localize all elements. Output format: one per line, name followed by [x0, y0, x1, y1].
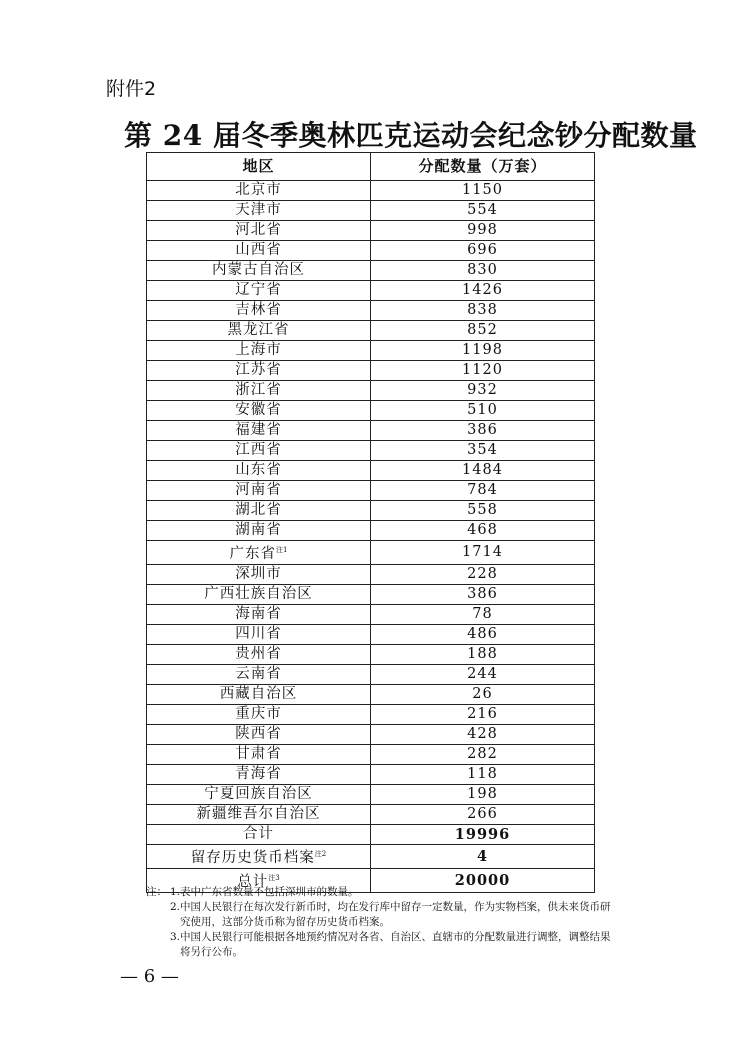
- region-cell: [147, 765, 371, 785]
- quantity-cell: 266: [371, 805, 595, 825]
- region-name: 宁夏回族自治区: [204, 786, 313, 802]
- table-row: [147, 521, 595, 541]
- table-row: [147, 725, 595, 745]
- footnote-text: 中国人民银行可能根据各地预约情况对各省、自治区、直辖市的分配数量进行调整，调整结果将另行公布。: [180, 931, 611, 958]
- region-cell: [147, 845, 371, 869]
- region-name: 福建省: [235, 422, 282, 438]
- region-cell: [147, 585, 371, 605]
- table-row: [147, 765, 595, 785]
- table-row: [147, 565, 595, 585]
- quantity-cell: 228: [371, 565, 595, 585]
- footnote-marker: 注1: [276, 546, 288, 554]
- region-cell: [147, 261, 371, 281]
- region-cell: [147, 321, 371, 341]
- table-row: [147, 421, 595, 441]
- region-cell: [147, 361, 371, 381]
- region-name: 甘肃省: [235, 746, 282, 762]
- quantity-cell: 784: [371, 481, 595, 501]
- region-name: 青海省: [235, 766, 282, 782]
- distribution-table: [146, 152, 595, 893]
- quantity-cell: 19996: [371, 825, 595, 845]
- region-cell: [147, 645, 371, 665]
- footnote-3: [146, 930, 616, 960]
- quantity-cell: 4: [371, 845, 595, 869]
- region-name: 云南省: [235, 666, 282, 682]
- quantity-cell: 78: [371, 605, 595, 625]
- region-name: 吉林省: [235, 302, 282, 318]
- table-row: [147, 705, 595, 725]
- footnote-number: 1.: [170, 886, 181, 898]
- region-cell: [147, 461, 371, 481]
- table-row: [147, 501, 595, 521]
- table-row: [147, 201, 595, 221]
- footnote-number: 3.: [170, 931, 181, 943]
- region-cell: [147, 705, 371, 725]
- table-row: [147, 665, 595, 685]
- quantity-cell: 386: [371, 421, 595, 441]
- region-cell: [147, 201, 371, 221]
- table-row: [147, 605, 595, 625]
- column-header-quantity: 分配数量（万套）: [371, 153, 595, 181]
- quantity-cell: 510: [371, 401, 595, 421]
- table-row: [147, 541, 595, 565]
- quantity-cell: 468: [371, 521, 595, 541]
- region-name: 安徽省: [235, 402, 282, 418]
- table-row: [147, 481, 595, 501]
- quantity-cell: 998: [371, 221, 595, 241]
- region-cell: [147, 441, 371, 461]
- table-row: [147, 241, 595, 261]
- footnote-text: 表中广东省数量不包括深圳市的数量。: [180, 886, 359, 898]
- region-name: 内蒙古自治区: [212, 262, 305, 278]
- footnotes: [146, 885, 616, 960]
- quantity-cell: 554: [371, 201, 595, 221]
- region-cell: [147, 421, 371, 441]
- quantity-cell: 1484: [371, 461, 595, 481]
- region-name: 湖南省: [235, 522, 282, 538]
- table-row: [147, 221, 595, 241]
- region-cell: [147, 565, 371, 585]
- region-name: 新疆维吾尔自治区: [196, 806, 321, 822]
- quantity-cell: 198: [371, 785, 595, 805]
- footnote-1: [146, 885, 616, 900]
- region-name: 陕西省: [235, 726, 282, 742]
- region-name: 黑龙江省: [227, 322, 290, 338]
- table-row: [147, 281, 595, 301]
- region-cell: [147, 745, 371, 765]
- table-row: [147, 585, 595, 605]
- quantity-cell: 1714: [371, 541, 595, 565]
- region-cell: [147, 605, 371, 625]
- quantity-cell: 216: [371, 705, 595, 725]
- region-name: 天津市: [235, 202, 282, 218]
- quantity-cell: 830: [371, 261, 595, 281]
- region-cell: [147, 501, 371, 521]
- region-name: 山东省: [235, 462, 282, 478]
- table-row: [147, 261, 595, 281]
- region-name: 留存历史货币档案: [190, 850, 315, 866]
- quantity-cell: 20000: [371, 869, 595, 893]
- footnote-number: 2.: [170, 901, 181, 913]
- quantity-cell: 1150: [371, 181, 595, 201]
- region-cell: [147, 825, 371, 845]
- region-cell: [147, 785, 371, 805]
- document-title: 第 24 届冬季奥林匹克运动会纪念钞分配数量: [124, 119, 698, 152]
- region-name: 海南省: [235, 606, 282, 622]
- region-cell: [147, 241, 371, 261]
- table-row: [147, 685, 595, 705]
- region-name: 总计: [237, 874, 269, 890]
- region-cell: [147, 665, 371, 685]
- table-row: [147, 825, 595, 845]
- table-row: [147, 461, 595, 481]
- footnote-text: 中国人民银行在每次发行新币时，均在发行库中留存一定数量，作为实物档案，供未来货币研究使用，这部分货币称为留存历史货币档案。: [180, 901, 611, 928]
- table-row: [147, 441, 595, 461]
- table-row: [147, 321, 595, 341]
- table-row: [147, 645, 595, 665]
- table-row: [147, 361, 595, 381]
- region-cell: [147, 805, 371, 825]
- footnote-marker: 注3: [268, 874, 280, 882]
- region-cell: [147, 481, 371, 501]
- table-header-row: [147, 153, 595, 181]
- region-name: 山西省: [235, 242, 282, 258]
- region-name: 贵州省: [235, 646, 282, 662]
- region-name: 江西省: [235, 442, 282, 458]
- region-name: 湖北省: [235, 502, 282, 518]
- region-cell: [147, 221, 371, 241]
- quantity-cell: 354: [371, 441, 595, 461]
- region-cell: [147, 685, 371, 705]
- region-name: 西藏自治区: [219, 686, 298, 702]
- region-name: 四川省: [235, 626, 282, 642]
- quantity-cell: 118: [371, 765, 595, 785]
- region-name: 合计: [243, 826, 274, 842]
- table-row: [147, 401, 595, 421]
- table-row: [147, 381, 595, 401]
- quantity-cell: 696: [371, 241, 595, 261]
- region-name: 深圳市: [235, 566, 282, 582]
- region-name: 江苏省: [235, 362, 282, 378]
- quantity-cell: 838: [371, 301, 595, 321]
- region-name: 重庆市: [235, 706, 282, 722]
- region-name: 广东省: [229, 546, 277, 562]
- region-cell: [147, 281, 371, 301]
- region-name: 河北省: [235, 222, 282, 238]
- quantity-cell: 282: [371, 745, 595, 765]
- quantity-cell: 558: [371, 501, 595, 521]
- region-name: 浙江省: [235, 382, 282, 398]
- quantity-cell: 386: [371, 585, 595, 605]
- quantity-cell: 852: [371, 321, 595, 341]
- table-row: [147, 181, 595, 201]
- region-cell: [147, 725, 371, 745]
- region-cell: [147, 401, 371, 421]
- table-row: [147, 745, 595, 765]
- footnote-marker: 注2: [314, 850, 327, 858]
- quantity-cell: 244: [371, 665, 595, 685]
- region-name: 河南省: [235, 482, 282, 498]
- table-row: [147, 341, 595, 361]
- region-cell: [147, 301, 371, 321]
- column-header-region: 地区: [147, 153, 371, 181]
- quantity-cell: 932: [371, 381, 595, 401]
- footnote-lead: 注：: [146, 886, 167, 898]
- quantity-cell: 1198: [371, 341, 595, 361]
- quantity-cell: 486: [371, 625, 595, 645]
- footnote-2: [146, 900, 616, 930]
- quantity-cell: 26: [371, 685, 595, 705]
- region-cell: [147, 541, 371, 565]
- table-row: [147, 301, 595, 321]
- table-row: [147, 845, 595, 869]
- region-cell: [147, 521, 371, 541]
- region-name: 广西壮族自治区: [204, 586, 313, 602]
- quantity-cell: 1120: [371, 361, 595, 381]
- region-cell: [147, 181, 371, 201]
- region-name: 上海市: [235, 342, 282, 358]
- region-cell: [147, 625, 371, 645]
- quantity-cell: 428: [371, 725, 595, 745]
- region-cell: [147, 341, 371, 361]
- region-cell: [147, 381, 371, 401]
- table-row: [147, 785, 595, 805]
- table-row: [147, 805, 595, 825]
- region-name: 北京市: [235, 182, 282, 198]
- table-body: [147, 181, 595, 893]
- page-number: — 6 —: [120, 966, 179, 987]
- quantity-cell: 188: [371, 645, 595, 665]
- quantity-cell: 1426: [371, 281, 595, 301]
- table-row: [147, 625, 595, 645]
- region-name: 辽宁省: [235, 282, 282, 298]
- attachment-label: 附件2: [106, 78, 157, 100]
